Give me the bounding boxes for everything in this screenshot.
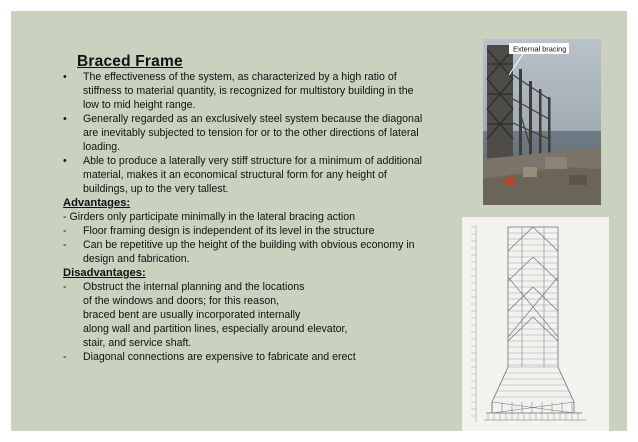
braced-frame-elevation-drawing xyxy=(462,217,609,431)
dash-marker: - xyxy=(63,239,67,251)
advantage-line: Floor framing design is independent of its level in the structure xyxy=(83,225,375,237)
body-line: buildings, up to the very tallest. xyxy=(83,183,229,195)
slide xyxy=(11,11,627,431)
disadvantage-line: braced bent are usually incorporated internally xyxy=(83,309,301,321)
body-line: stiffness to material quantity, is recognized for multistory building in the xyxy=(83,85,414,97)
disadvantage-line: along wall and partition lines, especially around elevator, xyxy=(83,323,348,335)
body-line: loading. xyxy=(83,141,121,153)
advantages-intro: - Girders only participate minimally in the lateral bracing action xyxy=(63,211,356,223)
disadvantage-line: Diagonal connections are expensive to fabricate and erect xyxy=(83,351,356,363)
body-line: The effectiveness of the system, as characterized by a high ratio of xyxy=(83,71,397,83)
dash-marker: - xyxy=(63,281,67,293)
body-line: Able to produce a laterally very stiff structure for a minimum of additional xyxy=(83,155,422,167)
disadvantage-line: of the windows and doors; for this reason, xyxy=(83,295,280,307)
bullet-marker: • xyxy=(63,113,67,125)
external-bracing-photo xyxy=(483,39,601,205)
slide-title: Braced Frame xyxy=(77,53,183,70)
advantage-line: Can be repetitive up the height of the building with obvious economy in xyxy=(83,239,415,251)
advantage-line: design and fabrication. xyxy=(83,253,190,265)
bullet-marker: • xyxy=(63,155,67,167)
body-line: Generally regarded as an exclusively steel system because the diagonal xyxy=(83,113,423,125)
disadvantage-line: stair, and service shaft. xyxy=(83,337,192,349)
elevation-drawing-image xyxy=(462,217,609,431)
dash-marker: - xyxy=(63,225,67,237)
advantages-heading: Advantages: xyxy=(63,197,131,209)
bullet-marker: • xyxy=(63,71,67,83)
photo-label: External bracing xyxy=(513,44,567,54)
disadvantage-line: Obstruct the internal planning and the locations xyxy=(83,281,305,293)
dash-marker: - xyxy=(63,351,67,363)
construction-photo-image xyxy=(483,39,601,205)
body-line: material, makes it an economical structural form for any height of xyxy=(83,169,387,181)
body-line: low to mid height range. xyxy=(83,99,196,111)
disadvantages-heading: Disadvantages: xyxy=(63,267,146,279)
body-line: are inevitably subjected to tension for or to the other directions of lateral xyxy=(83,127,419,139)
